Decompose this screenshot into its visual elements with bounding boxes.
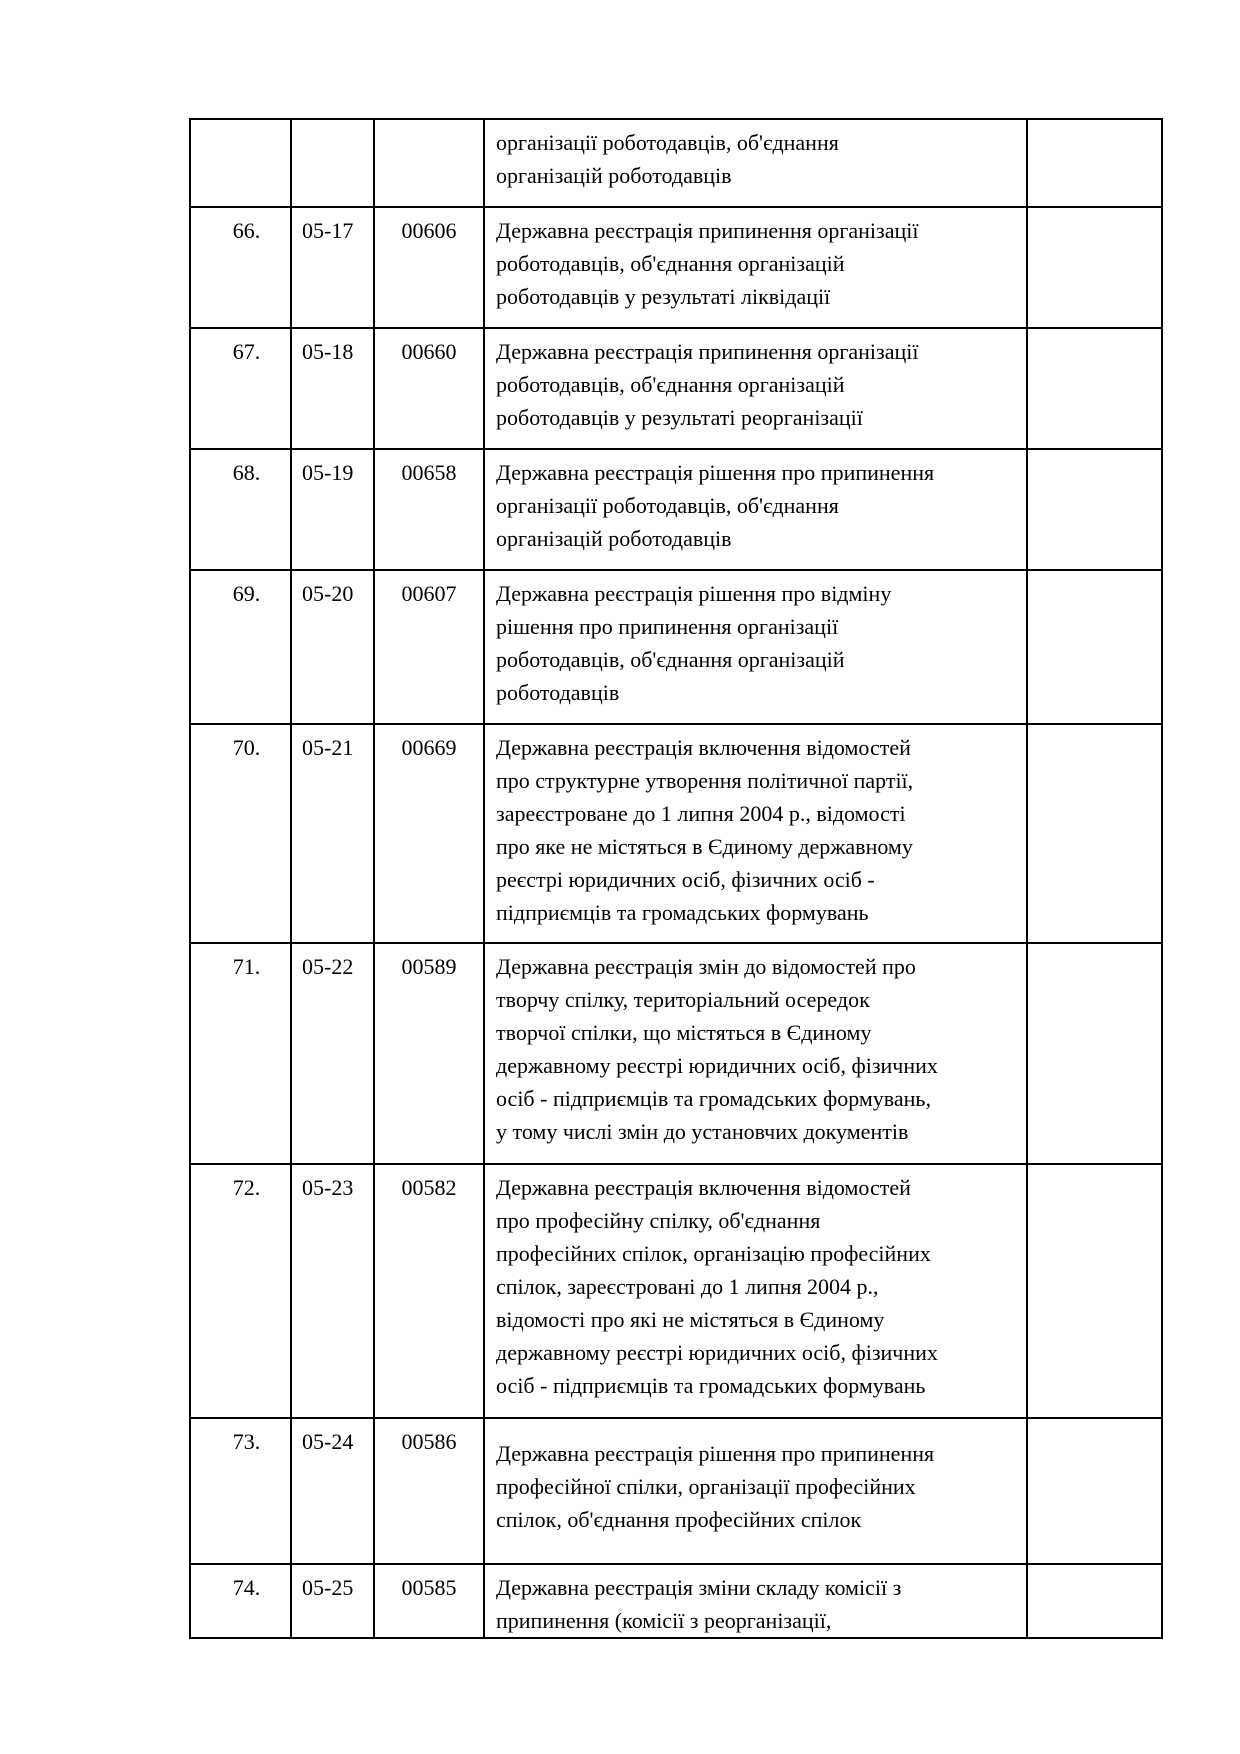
service-code: 05-23 <box>291 1164 374 1418</box>
notes-cell <box>1027 570 1162 724</box>
description-line: про структурне утворення політичної партії, <box>496 768 914 793</box>
description-line: у тому числі змін до установчих документів <box>496 1119 909 1144</box>
notes-cell <box>1027 1564 1162 1638</box>
description-line: Державна реєстрація включення відомостей <box>496 1175 911 1200</box>
description-line: Державна реєстрація рішення про припинення <box>496 1441 935 1466</box>
service-code: 05-18 <box>291 328 374 449</box>
description-line: професійної спілки, організації професійних <box>496 1474 916 1499</box>
description-line: роботодавців <box>496 680 620 705</box>
description-line: Державна реєстрація змін до відомостей про <box>496 954 916 979</box>
service-id: 00589 <box>374 943 484 1164</box>
notes-cell <box>1027 328 1162 449</box>
table-row <box>190 1164 1162 1418</box>
description-line: осіб - підприємців та громадських формувань <box>496 1373 926 1398</box>
service-id: 00607 <box>374 570 484 724</box>
description-line: реєстрі юридичних осіб, фізичних осіб - <box>496 867 875 892</box>
description-line: Державна реєстрація рішення про відміну <box>496 581 892 606</box>
row-number: 67. <box>190 328 291 449</box>
row-number: 69. <box>190 570 291 724</box>
service-code: 05-21 <box>291 724 374 943</box>
table-body <box>190 119 1162 1638</box>
service-code: 05-19 <box>291 449 374 570</box>
description-line: спілок, об'єднання професійних спілок <box>496 1507 862 1532</box>
description-line: відомості про які не містяться в Єдиному <box>496 1307 885 1332</box>
table-row <box>190 119 1162 207</box>
service-code: 05-20 <box>291 570 374 724</box>
row-number: 73. <box>190 1418 291 1564</box>
service-id: 00669 <box>374 724 484 943</box>
service-code: 05-17 <box>291 207 374 328</box>
service-description <box>484 449 1027 570</box>
service-description <box>484 1164 1027 1418</box>
description-line: організацій роботодавців <box>496 163 732 188</box>
table-row <box>190 570 1162 724</box>
table-row <box>190 1418 1162 1564</box>
service-description <box>484 207 1027 328</box>
service-id: 00582 <box>374 1164 484 1418</box>
notes-cell <box>1027 1418 1162 1564</box>
service-description <box>484 943 1027 1164</box>
service-id: 00606 <box>374 207 484 328</box>
services-table <box>189 118 1163 1639</box>
table-row <box>190 328 1162 449</box>
description-line: роботодавців, об'єднання організацій <box>496 372 845 397</box>
description-line: спілок, зареєстровані до 1 липня 2004 р., <box>496 1274 879 1299</box>
service-code: 05-24 <box>291 1418 374 1564</box>
notes-cell <box>1027 943 1162 1164</box>
description-line: роботодавців, об'єднання організацій <box>496 647 845 672</box>
description-line: організації роботодавців, об'єднання <box>496 493 839 518</box>
table-row <box>190 449 1162 570</box>
row-number: 71. <box>190 943 291 1164</box>
service-description <box>484 119 1027 207</box>
service-description <box>484 1418 1027 1564</box>
description-line: Державна реєстрація включення відомостей <box>496 735 911 760</box>
description-line: роботодавців у результаті реорганізації <box>496 405 863 430</box>
service-id: 00586 <box>374 1418 484 1564</box>
notes-cell <box>1027 449 1162 570</box>
service-code: 05-22 <box>291 943 374 1164</box>
service-id: 00658 <box>374 449 484 570</box>
row-number <box>190 119 291 207</box>
service-description <box>484 1564 1027 1638</box>
description-line: Державна реєстрація рішення про припинення <box>496 460 935 485</box>
description-line: організацій роботодавців <box>496 526 732 551</box>
description-line <box>496 1425 1018 1437</box>
service-code: 05-25 <box>291 1564 374 1638</box>
description-line: Державна реєстрація припинення організації <box>496 339 919 364</box>
description-line: державному реєстрі юридичних осіб, фізичних <box>496 1053 938 1078</box>
description-line: рішення про припинення організації <box>496 614 839 639</box>
service-id: 00660 <box>374 328 484 449</box>
row-number: 72. <box>190 1164 291 1418</box>
service-id <box>374 119 484 207</box>
notes-cell <box>1027 207 1162 328</box>
table-row <box>190 943 1162 1164</box>
description-line: про професійну спілку, об'єднання <box>496 1208 821 1233</box>
description-line: творчої спілки, що містяться в Єдиному <box>496 1020 872 1045</box>
service-id: 00585 <box>374 1564 484 1638</box>
table-row <box>190 724 1162 943</box>
service-code <box>291 119 374 207</box>
row-number: 70. <box>190 724 291 943</box>
row-number: 74. <box>190 1564 291 1638</box>
description-line: професійних спілок, організацію професійних <box>496 1241 931 1266</box>
description-line: роботодавців у результаті ліквідації <box>496 284 831 309</box>
description-line: державному реєстрі юридичних осіб, фізичних <box>496 1340 938 1365</box>
table-row <box>190 207 1162 328</box>
description-line: роботодавців, об'єднання організацій <box>496 251 845 276</box>
description-line: зареєстроване до 1 липня 2004 р., відомості <box>496 801 906 826</box>
service-description <box>484 328 1027 449</box>
description-line: організації роботодавців, об'єднання <box>496 130 839 155</box>
description-line: підприємців та громадських формувань <box>496 900 869 925</box>
notes-cell <box>1027 1164 1162 1418</box>
description-line: Державна реєстрація припинення організації <box>496 218 919 243</box>
description-line: творчу спілку, територіальний осередок <box>496 987 870 1012</box>
table-row <box>190 1564 1162 1638</box>
service-description <box>484 570 1027 724</box>
notes-cell <box>1027 119 1162 207</box>
description-line: припинення (комісії з реорганізації, <box>496 1608 832 1633</box>
row-number: 68. <box>190 449 291 570</box>
row-number: 66. <box>190 207 291 328</box>
description-line: Державна реєстрація зміни складу комісії з <box>496 1575 902 1600</box>
notes-cell <box>1027 724 1162 943</box>
description-line: осіб - підприємців та громадських формувань, <box>496 1086 931 1111</box>
description-line: про яке не містяться в Єдиному державному <box>496 834 913 859</box>
service-description <box>484 724 1027 943</box>
